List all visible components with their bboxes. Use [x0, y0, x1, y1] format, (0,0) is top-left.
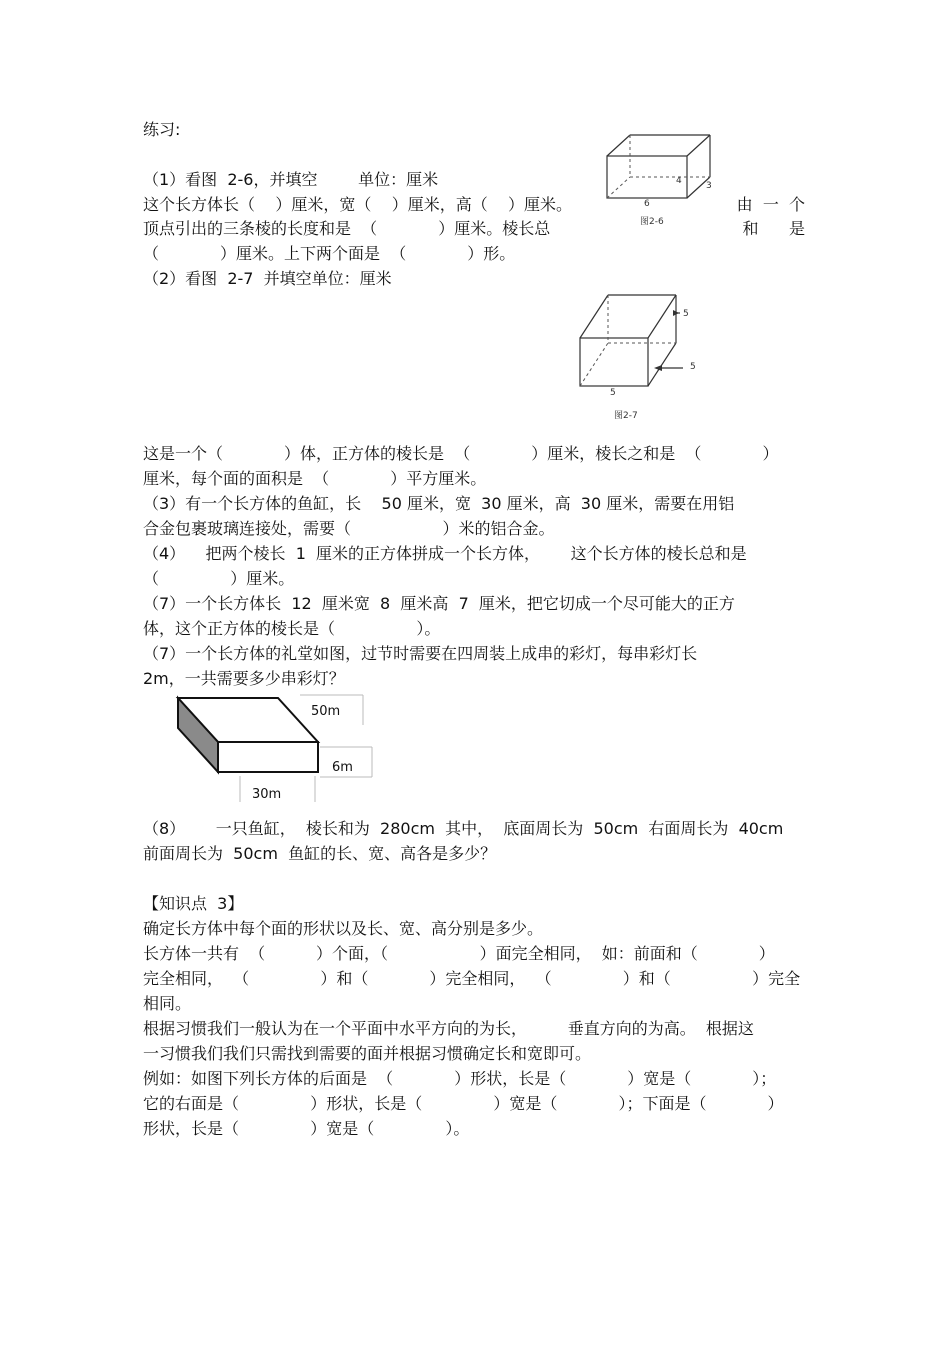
q2-title: （2）看图 2-7 并填空单位：厘米	[143, 269, 392, 288]
q1-line2-right: 和 是	[742, 219, 805, 238]
q7a-line2: 体，这个正方体的棱长是（ ）。	[143, 619, 441, 638]
q2-line1: 这是一个（ ）体，正方体的棱长是 （ ）厘米，棱长之和是 （ ）	[143, 444, 779, 463]
hall-length-label: 30m	[252, 787, 282, 802]
kp3-line8: 它的右面是（ ）形状，长是（ ）宽是（ ）；下面是（ ）	[143, 1094, 784, 1113]
kp3-line6: 一习惯我们我们只需找到需要的面并根据习惯确定长和宽即可。	[143, 1044, 592, 1063]
q1-line2-left: 顶点引出的三条棱的长度和是 （ ）厘米。棱长总	[143, 219, 551, 238]
q3-line2: 合金包裹玻璃连接处，需要（ ）米的铝合金。	[143, 519, 555, 538]
kp3-line2: 长方体一共有 （ ）个面，（ ）面完全相同， 如：前面和（ ）	[143, 944, 775, 963]
cube-figure-2-7	[570, 285, 700, 400]
kp3-line7: 例如：如图下列长方体的后面是 （ ）形状，长是（ ）宽是（ ）；	[143, 1069, 777, 1088]
kp3-title: 【知识点 3】	[143, 894, 244, 913]
fig26-height-label: 3	[706, 181, 712, 191]
q3-line1: （3）有一个长方体的鱼缸，长 50 厘米，宽 30 厘米，高 30 厘米，需要在用铝	[143, 494, 735, 513]
fig27-side-label: 5	[690, 362, 696, 372]
kp3-line3: 完全相同， （ ）和（ ）完全相同， （ ）和（ ）完全	[143, 969, 801, 988]
fig26-width-label: 6	[644, 199, 650, 209]
q1-title: （1）看图 2-6，并填空 单位：厘米	[143, 170, 439, 189]
q1-line1-right: 由 一 个	[736, 195, 805, 214]
q1-line3: （ ）厘米。上下两个面是 （ ）形。	[143, 244, 516, 263]
hall-depth-label: 50m	[311, 704, 341, 719]
fig27-caption: 图2-7	[614, 411, 638, 421]
q7b-line2: 2m，一共需要多少串彩灯？	[143, 669, 345, 688]
section-heading: 练习:	[143, 120, 181, 139]
kp3-line9: 形状，长是（ ）宽是（ ）。	[143, 1119, 470, 1138]
fig26-depth-label: 4	[676, 176, 682, 186]
q4-line2: （ ）厘米。	[143, 569, 295, 588]
q4-line1: （4） 把两个棱长 1 厘米的正方体拼成一个长方体， 这个长方体的棱长总和是	[143, 544, 747, 563]
kp3-line1: 确定长方体中每个面的形状以及长、宽、高分别是多少。	[143, 919, 544, 938]
q1-line1-left: 这个长方体长（ ）厘米，宽（ ）厘米，高（ ）厘米。	[143, 195, 573, 214]
fig27-bottom-label: 5	[610, 388, 616, 398]
q7a-line1: （7）一个长方体长 12 厘米宽 8 厘米高 7 厘米，把它切成一个尽可能大的正方	[143, 594, 735, 613]
fig27-top-label: 5	[683, 309, 689, 319]
kp3-line5: 根据习惯我们一般认为在一个平面中水平方向的为长， 垂直方向的为高。 根据这	[143, 1019, 754, 1038]
q8-line1: （8） 一只鱼缸， 棱长和为 280cm 其中， 底面周长为 50cm 右面周长为 40cm	[143, 819, 784, 838]
q7b-line1: （7）一个长方体的礼堂如图，过节时需要在四周装上成串的彩灯，每串彩灯长	[143, 644, 698, 663]
q8-line2: 前面周长为 50cm 鱼缸的长、宽、高各是多少？	[143, 844, 497, 863]
q2-line2: 厘米，每个面的面积是 （ ）平方厘米。	[143, 469, 487, 488]
hall-height-label: 6m	[332, 760, 353, 775]
fig26-caption: 图2-6	[640, 217, 664, 227]
kp3-line4: 相同。	[143, 994, 192, 1013]
